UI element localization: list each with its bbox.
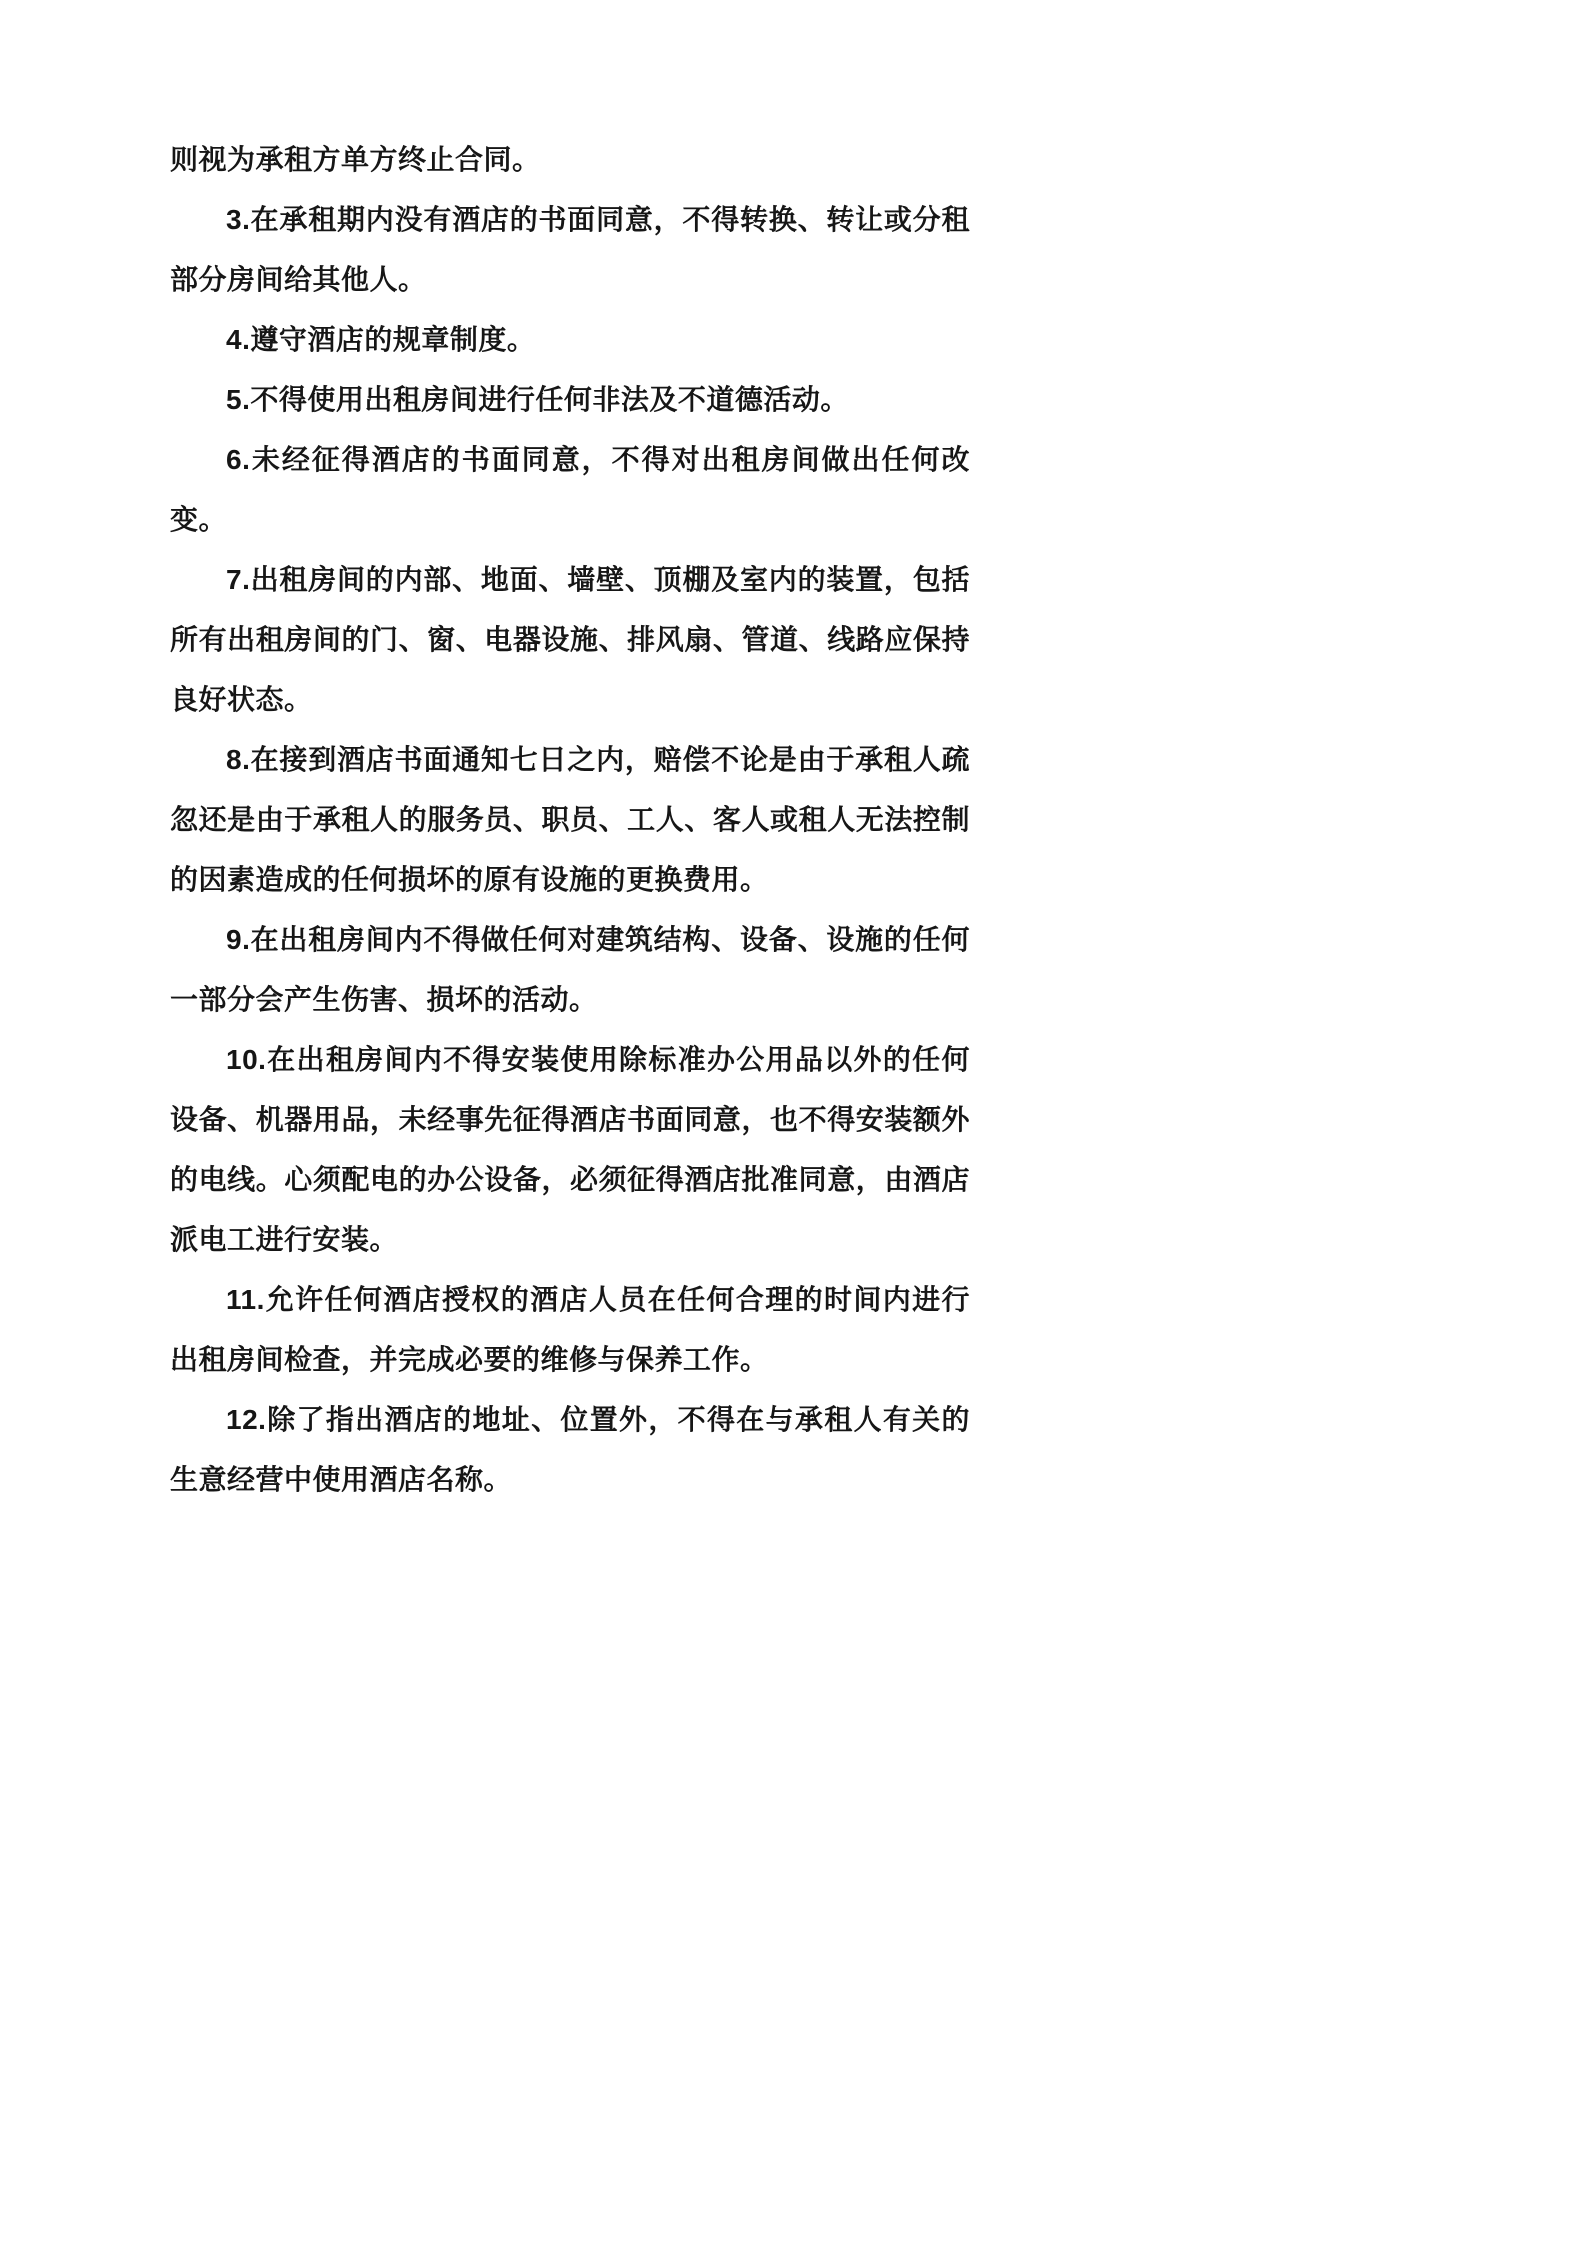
- paragraph-clause-4: 4.遵守酒店的规章制度。: [226, 324, 536, 355]
- paragraph-clause-8: 8.在接到酒店书面通知七日之内，赔偿不论是由于承租人疏忽还是由于承租人的服务员、职员、工人、客人或租人无法控制的因素造成的任何损坏的原有设施的更换费用。: [170, 744, 970, 895]
- paragraph-clause-10: 10.在出租房间内不得安装使用除标准办公用品以外的任何设备、机器用品，未经事先征得酒店书面同意，也不得安装额外的电线。心须配电的办公设备，必须征得酒店批准同意，由酒店派电工进行安装。: [170, 1044, 970, 1255]
- paragraph-continuation: 则视为承租方单方终止合同。: [170, 144, 541, 175]
- paragraph-clause-6: 6.未经征得酒店的书面同意，不得对出租房间做出任何改变。: [170, 444, 970, 535]
- paragraph-clause-12: 12.除了指出酒店的地址、位置外，不得在与承租人有关的生意经营中使用酒店名称。: [170, 1404, 970, 1495]
- paragraph-clause-3: 3.在承租期内没有酒店的书面同意，不得转换、转让或分租部分房间给其他人。: [170, 204, 970, 295]
- document-body: [170, 130, 970, 1510]
- paragraph-clause-9: 9.在出租房间内不得做任何对建筑结构、设备、设施的任何一部分会产生伤害、损坏的活动。: [170, 924, 970, 1015]
- paragraph-clause-11: 11.允许任何酒店授权的酒店人员在任何合理的时间内进行出租房间检查，并完成必要的维修与保养工作。: [170, 1284, 970, 1375]
- paragraph-clause-7: 7.出租房间的内部、地面、墙壁、顶棚及室内的装置，包括所有出租房间的门、窗、电器设施、排风扇、管道、线路应保持良好状态。: [170, 564, 970, 715]
- paragraph-clause-5: 5.不得使用出租房间进行任何非法及不道德活动。: [226, 384, 849, 415]
